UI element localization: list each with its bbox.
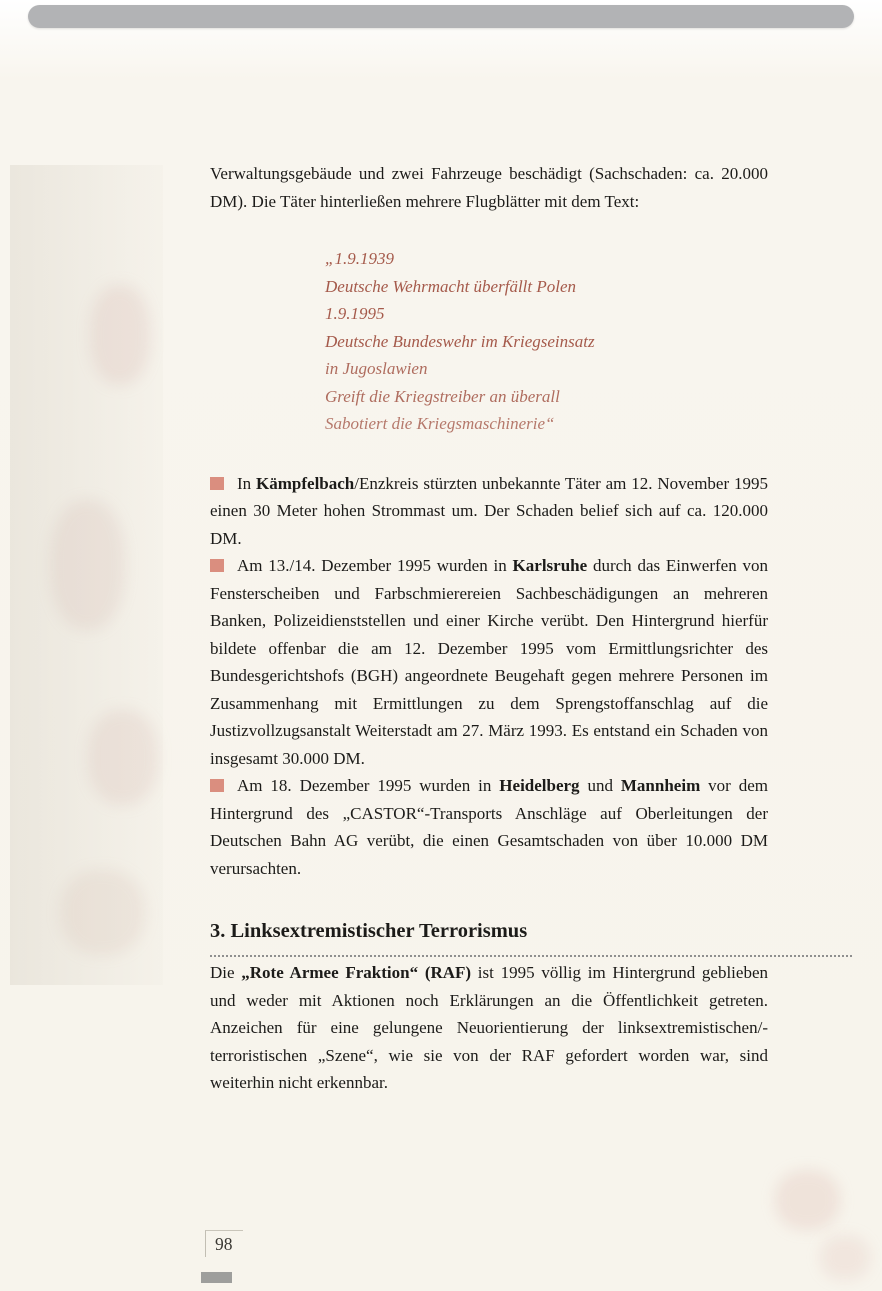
leaflet-quote-block bbox=[325, 245, 768, 438]
text-segment: Die bbox=[210, 963, 242, 982]
scan-margin-shading bbox=[10, 165, 163, 985]
quote-line: Greift die Kriegstreiber an überall bbox=[325, 386, 560, 406]
top-decorative-bar bbox=[28, 5, 854, 28]
paragraph-text bbox=[210, 776, 768, 878]
text-segment: /Enzkreis stürzten unbekannte Täter am 12. November 1995 einen 30 Meter hohen Strommast um. Der Schaden belief sich auf ca. 120.000 DM. bbox=[210, 473, 768, 548]
text-segment: durch das Einwerfen von Fensterscheiben und Farbschmierereien Sachbeschädigungen an mehreren Banken, Polizeidienststellen und einer Kirche verübt. Den Hintergrund hierfür bildete offenbar die am 12. Dezember 1995 vom Ermittlungsrichter des Bundesgerichtshofs (BGH) angeordnete Beugehaft gegen mehrere Personen im Zusammenhang mit Ermittlungen zu dem Sprengstoffanschlag auf die Justizvollzugsanstalt Weiterstadt am 27. März 1993. Es entstand ein Schaden von insgesamt 30.000 DM. bbox=[210, 556, 768, 768]
bold-text-segment: Mannheim bbox=[620, 776, 701, 795]
quote-line: 1.9.1995 bbox=[325, 304, 385, 323]
closing-paragraph bbox=[210, 957, 768, 1097]
text-segment: Am 13./14. Dezember 1995 wurden in bbox=[237, 556, 513, 575]
quote-line: Deutsche Wehrmacht überfällt Polen bbox=[325, 276, 577, 296]
bold-text-segment: Kämpfelbach bbox=[256, 473, 355, 493]
square-bullet-icon bbox=[210, 477, 224, 490]
quote-line: Deutsche Bundeswehr im Kriegseinsatz bbox=[325, 331, 595, 351]
square-bullet-icon bbox=[210, 779, 224, 792]
square-bullet-icon bbox=[210, 559, 224, 572]
text-segment: In bbox=[237, 473, 257, 493]
text-segment: Am 18. Dezember 1995 wurden in bbox=[237, 776, 500, 795]
bold-text-segment: Heidelberg bbox=[499, 776, 580, 795]
bold-text-segment: „Rote Armee Fraktion“ (RAF) bbox=[241, 963, 472, 982]
quote-line: Sabotiert die Kriegsmaschinerie“ bbox=[325, 414, 555, 433]
footer-tab-mark bbox=[201, 1272, 232, 1283]
page-number: 98 bbox=[205, 1230, 243, 1257]
text-column bbox=[210, 160, 768, 1097]
quote-line: „1.9.1939 bbox=[325, 249, 394, 268]
scan-artifact bbox=[820, 1235, 870, 1280]
text-segment: ist 1995 völlig im Hintergrund geblieben und weder mit Aktionen noch Erklärungen an die Öffentlichkeit getreten. Anzeichen für eine gelungene Neuorientierung der linksextremistischen/-terroristischen „Szene“, wie sie von der RAF gefordert worden war, sind weiterhin nicht erkennbar. bbox=[210, 963, 769, 1092]
text-segment: vor dem Hintergrund des „CASTOR“-Transports Anschläge auf Oberleitungen der Deutschen Bahn AG verübt, die einen Gesamtschaden von über 10.000 DM verursachten. bbox=[210, 776, 768, 878]
paragraph-text bbox=[210, 474, 768, 548]
bold-text-segment: Karlsruhe bbox=[512, 556, 588, 575]
section-heading: 3. Linksextremistischer Terrorismus bbox=[210, 916, 852, 957]
scan-artifact bbox=[775, 1170, 840, 1230]
bullet-paragraph-karlsruhe bbox=[210, 552, 768, 772]
bullet-paragraph-heidelberg-mannheim bbox=[210, 772, 768, 882]
bullet-paragraph-kaempfelbach bbox=[210, 470, 768, 553]
text-segment: und bbox=[579, 776, 621, 795]
paragraph-text bbox=[210, 556, 768, 768]
quote-line: in Jugoslawien bbox=[325, 359, 428, 378]
intro-paragraph: Verwaltungsgebäude und zwei Fahrzeuge beschädigt (Sachschaden: ca. 20.000 DM). Die Täter hinterließen mehrere Flugblätter mit dem Text: bbox=[210, 164, 768, 211]
